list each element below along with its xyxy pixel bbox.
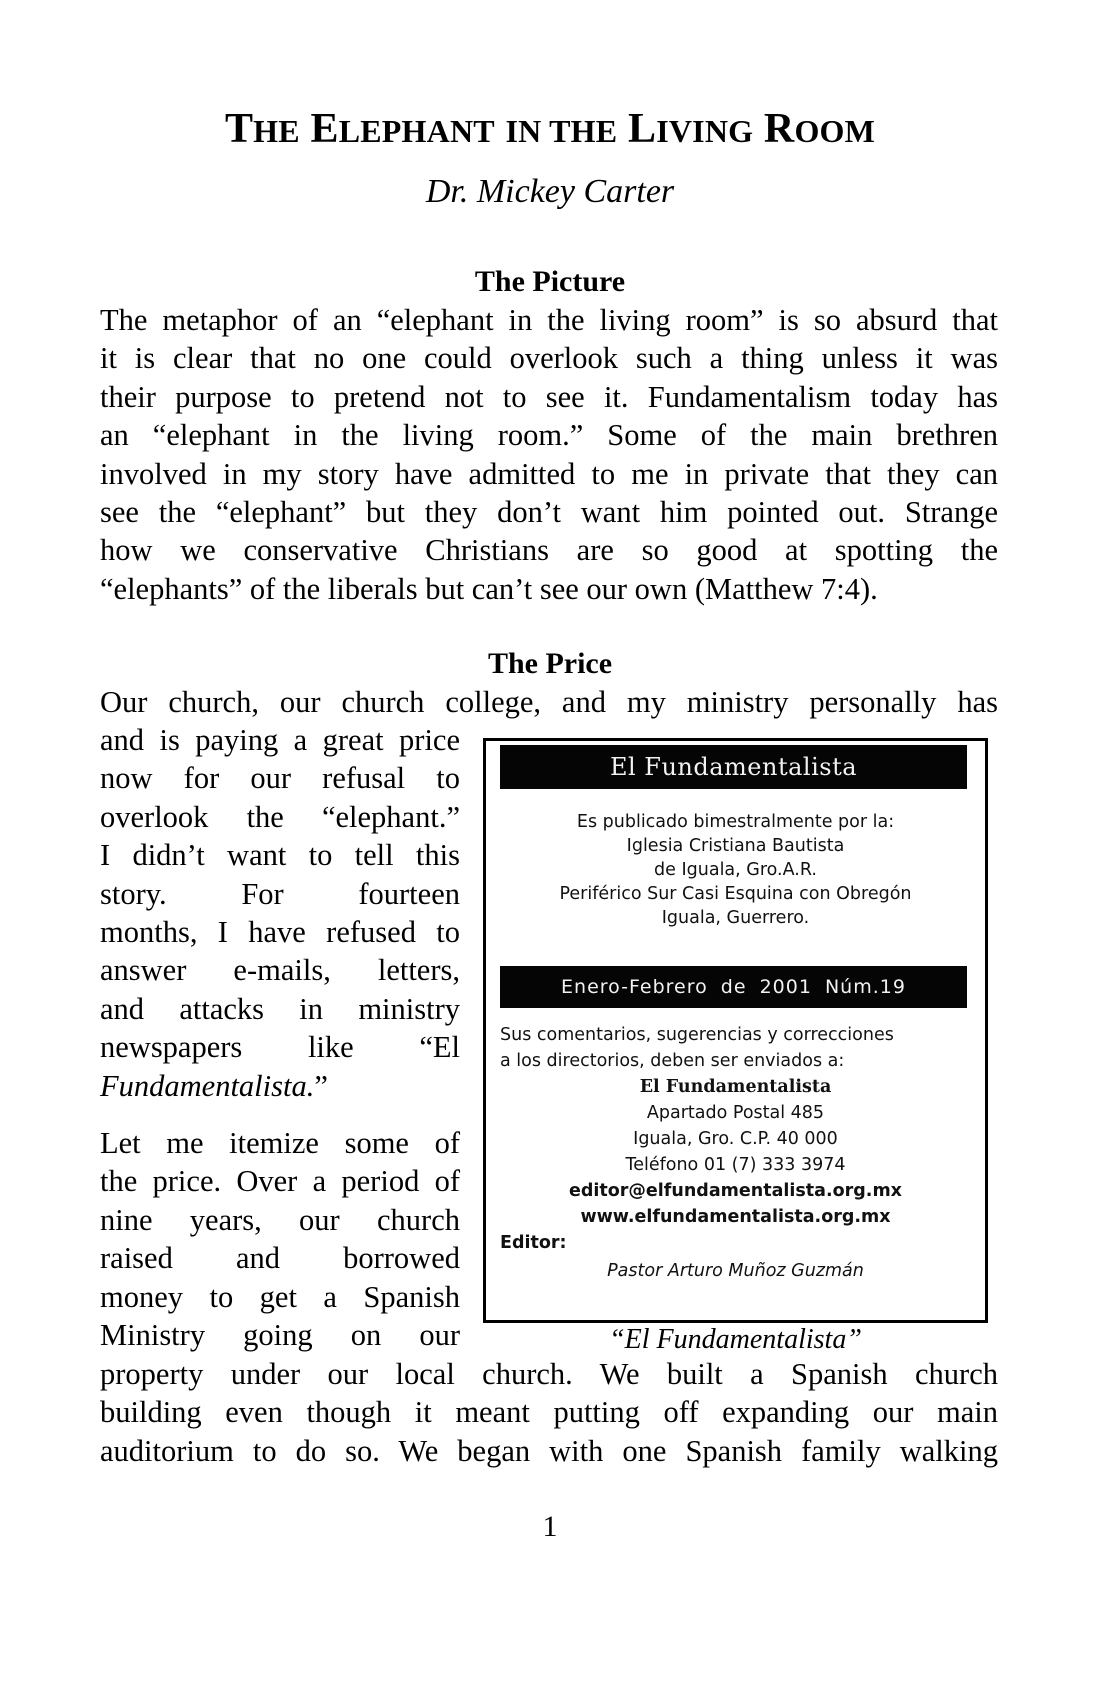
body-line: an “elephant in the living room.” Some of the main brethren [100,418,998,453]
contact-email: editor@elfundamentalista.org.mx [569,1181,902,1201]
publisher-line: Iglesia Cristiana Bautista [626,836,845,856]
publisher-line: Es publicado bimestralmente por la: [576,812,895,832]
section-heading-price: The Price [487,647,613,680]
page-number: 1 [542,1510,558,1543]
body-line: answer e-mails, letters, [100,953,460,988]
editor-name: Pastor Arturo Muñoz Guzmán [607,1261,864,1281]
newspaper-masthead-figure [483,738,988,1323]
publisher-line: de Iguala, Gro.A.R. [654,860,817,880]
body-line: and attacks in ministry [100,991,460,1026]
body-line: how we conservative Christians are so good at spotting the [100,533,998,568]
body-line: and is paying a great price [100,723,460,757]
masthead-banner: El Fundamentalista [500,745,967,789]
contact-line: Apartado Postal 485 [646,1103,825,1123]
body-line: auditorium to do so. We began with one Spanish family walking [100,1433,998,1468]
issue-banner: Enero-Febrero de 2001 Núm.19 [500,966,967,1008]
title-word: ROOM [763,106,876,152]
body-line: Ministry going on our [100,1318,460,1352]
contact-line: Teléfono 01 (7) 333 3974 [625,1155,846,1175]
section-heading-picture: The Picture [474,265,626,298]
body-line: newspapers like “El [100,1030,460,1065]
title-word: ELEPHANT [310,106,495,152]
title-word: IN THE [505,113,618,149]
contact-line: Iguala, Gro. C.P. 40 000 [633,1129,838,1149]
title-word: THE [224,106,300,152]
body-line: The metaphor of an “elephant in the living room” is so absurd that [100,303,998,337]
body-line: it is clear that no one could overlook such a thing unless it was [100,341,998,376]
body-line: see the “elephant” but they don’t want him pointed out. Strange [100,495,998,529]
publisher-line: Iguala, Guerrero. [661,908,810,928]
figure-caption: “El Fundamentalista” [609,1324,862,1355]
author-byline: Dr. Mickey Carter [425,173,675,210]
body-line: property under our local church. We built a Spanish church [100,1357,998,1391]
editor-label: Editor: [500,1233,567,1253]
body-line: “elephants” of the liberals but can’t see our own (Matthew 7:4). [100,571,878,606]
body-line: nine years, our church [100,1202,460,1237]
body-line: Our church, our church college, and my ministry personally has [100,685,998,719]
comments-line: a los directorios, deben ser enviados a: [500,1051,845,1071]
comments-line: Sus comentarios, sugerencias y correcciones [500,1025,894,1045]
body-line: their purpose to pretend not to see it. Fundamentalism today has [100,379,998,414]
body-line: Let me itemize some of [100,1126,460,1160]
title-word: LIVING [627,106,754,152]
contact-name: El Fundamentalista [639,1077,832,1097]
contact-website: www.elfundamentalista.org.mx [580,1207,891,1227]
body-line: overlook the “elephant.” [100,799,460,834]
body-line: raised and borrowed [100,1241,460,1276]
body-line: involved in my story have admitted to me in private that they can [100,456,998,491]
body-line: money to get a Spanish [100,1279,460,1314]
body-line: the price. Over a period of [100,1164,460,1199]
body-line: building even though it meant putting off expanding our main [100,1395,998,1430]
body-line: Fundamentalista.” [100,1069,328,1103]
body-line: story. For fourteen [100,876,460,911]
body-line: months, I have refused to [100,915,460,949]
publisher-line: Periférico Sur Casi Esquina con Obregón [559,884,912,904]
body-line: now for our refusal to [100,761,460,796]
page-title [0,104,1100,156]
body-line: I didn’t want to tell this [100,838,460,873]
